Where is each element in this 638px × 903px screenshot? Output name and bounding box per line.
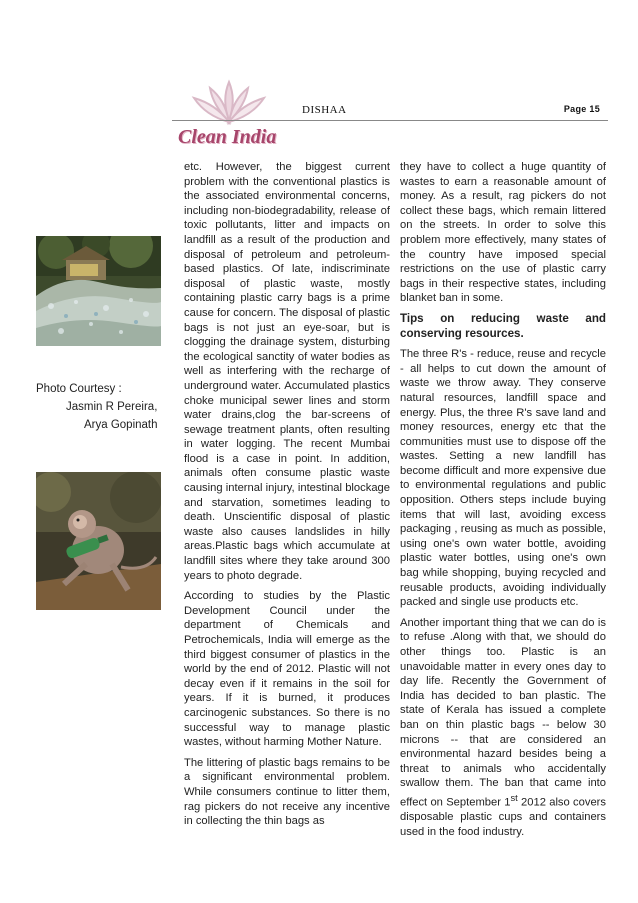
page-number: Page 15	[563, 104, 600, 114]
page-header	[172, 96, 608, 126]
article-paragraph: According to studies by the Plastic Development Council under the department of Chemicals and Petrochemicals, India will emerge as the third biggest consumer of plastics in the world by the end of 2012. Plastic will not decay even if it remains in the soil for years. If it is burned, it produces carcinogenic substances. So there is no successful way to manage plastic wastes, without harming Mother Nature.	[184, 590, 390, 749]
photo-credit	[36, 380, 176, 434]
ornament-lotus-icon	[184, 76, 274, 126]
article-paragraph: The three R's - reduce, reuse and recycle - all helps to cut down the amount of waste we throw away. They conserve natural resources, landfill space and energy. Plus, the three R's save land and money resources, energy etc that the communities must use to dispose off the wastes. Setting a new landfill has become difficult and more expensive due to environmental regulations and public opposition. Others steps include buying items that will last, avoiding excess packaging , reusing as much as possible, using one's own water bottle, avoiding plastic water bottles, using one's own bag while shopping, buying recycled and reusable products, avoiding individually packed and single use products etc.	[400, 348, 606, 609]
publication-title: DISHAA	[302, 104, 347, 116]
ordinal-suffix: st	[510, 792, 518, 803]
monkey-bottle-photo	[36, 472, 161, 610]
plastic-dump-photo	[36, 236, 161, 346]
article-column-right	[400, 160, 606, 845]
article-column-left	[184, 160, 390, 835]
section-title: Clean India	[178, 126, 277, 148]
article-paragraph	[400, 616, 606, 840]
article-paragraph: The littering of plastic bags remains to be a significant environmental problem. While consumers continue to litter them, rag pickers do not receive any incentive in collecting the thin bags as	[184, 756, 390, 828]
paragraph-text: Another important thing that we can do is to refuse .Along with that, we should do other things too. Plastic is an unavoidable matter in every ones day to day life. Recently the Government of India has decided to ban plastic. The state of Kerala has issued a complete ban on thin plastic bags -- below 30 microns -- that are considered an environmental hazard besides being a threat to animals who accidentally swallow them. The ban that came into effect on September 1	[400, 616, 606, 809]
article-paragraph: they have to collect a huge quantity of wastes to earn a reasonable amount of money. As a result, rag pickers do not collect these bags, which remain littered on the streets. In order to solve this problem more effectively, many states of the country have imposed special restrictions on the use of plastic carry bags in their respective states, including blanket ban in some.	[400, 161, 606, 305]
photo-credit-name: Arya Gopinath	[84, 419, 158, 431]
paragraph-text: 2012 also covers disposable plastic cups and containers used in the food industry.	[400, 796, 606, 838]
photo-credit-name: Jasmin R Pereira,	[66, 401, 158, 413]
article-paragraph: etc. However, the biggest current problem with the conventional plastics is the associated environmental concerns, including non-biodegradability, release of toxic pollutants, litter and impacts on landfill as a result of the production and disposal of petroleum and petroleum-based plastics. Of late, indiscriminate disposal of plastic waste, mostly containing plastic carry bags is a prime cause for concern. The disposal of plastic bags is not just an eye-soar, but is clogging the drainage system, disturbing the ecological sanctity of water bodies as well as interfering with the recharge of underground water. Accumulated plastics choke municipal sewer lines and storm water drains,clog the bar-screens of sewage treatment plants, often resulting in water logging. The recent Mumbai flood is a case in point. In addition, animals often consume plastic waste causing internal injury, intestinal blockage and starvation, sometimes leading to death. Unscientific disposal of plastic waste also causes landslides in hilly areas.Plastic bags which accumulate at landfill sites where they take around 300 years to photo degrade.	[184, 161, 390, 582]
tips-heading: Tips on reducing waste and conserving resources.	[400, 311, 606, 340]
photo-credit-label: Photo Courtesy :	[36, 383, 122, 395]
header-divider	[172, 120, 608, 121]
